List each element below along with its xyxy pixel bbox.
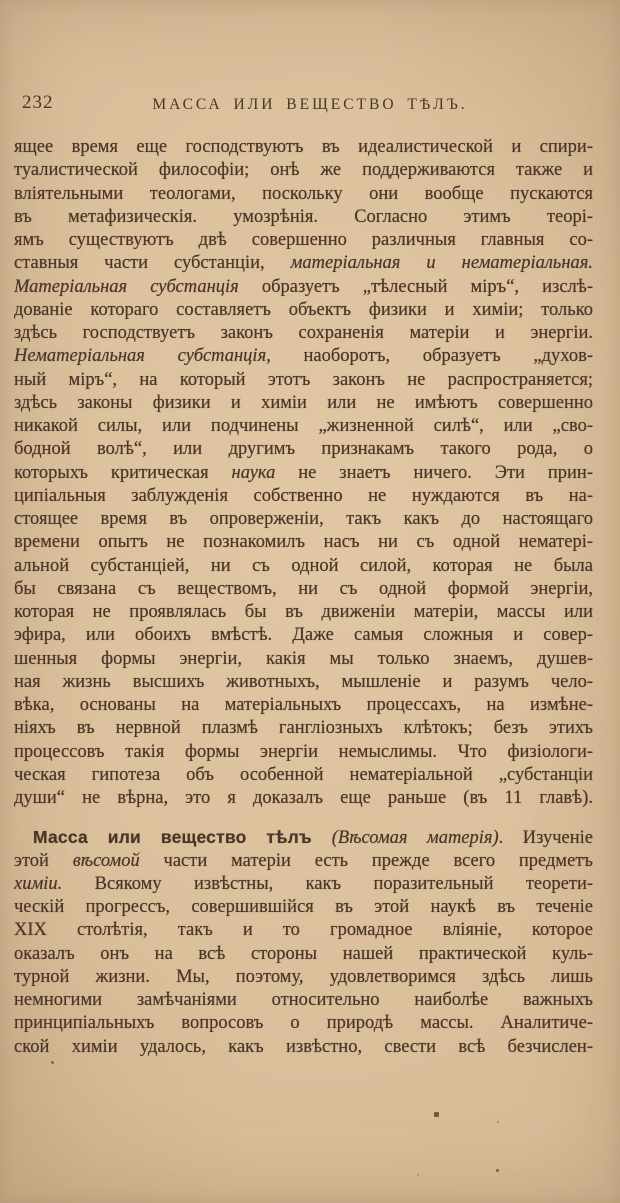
text-line: оказалъ онъ на всѣ стороны нашей практической куль- xyxy=(14,943,593,964)
text-line: ставныя части субстанціи, матеріальная и нематеріальная. xyxy=(14,253,593,274)
text-line: ямъ существуютъ двѣ совершенно различныя главныя со- xyxy=(14,230,593,250)
paper-speck xyxy=(417,1174,419,1176)
text-line: немногими замѣчаніями относительно наиболѣе важныхъ xyxy=(14,990,593,1010)
text-line: ящее время еще господствуютъ въ идеалистической и спири- xyxy=(14,137,593,157)
text-line: вѣка, основаны на матеріальныхъ процессахъ, на измѣне- xyxy=(14,695,593,715)
text-line: дованіе котораго составляетъ объектъ физики и химіи; только xyxy=(14,299,593,320)
text-line: бы связана съ веществомъ, ни съ одной формой энергіи, xyxy=(14,578,593,599)
text-line: Матеріальная субстанція образуетъ „тѣлесный міръ“, изслѣ- xyxy=(14,276,593,297)
text-line: здѣсь законы физики и химіи или не имѣютъ совершенно xyxy=(14,392,593,413)
page-number: 232 xyxy=(22,92,54,113)
text-line: времени опытъ не познакомилъ насъ ни съ одной нематері- xyxy=(14,532,593,553)
running-header: МАССА ИЛИ ВЕЩЕСТВО ТѢЛЪ. xyxy=(152,96,468,113)
text-line: химіи. Всякому извѣстны, какъ поразительный теорети- xyxy=(14,873,593,894)
text-line: принципіальныхъ вопросовъ о природѣ массы. Аналитиче- xyxy=(14,1013,593,1034)
paper-speck xyxy=(51,1061,54,1064)
text-line: ческій прогрессъ, совершившійся въ этой наукѣ въ теченіе xyxy=(14,897,593,917)
text-line: ской химіи удалось, какъ извѣстно, свести всѣ безчислен- xyxy=(14,1036,593,1057)
text-line: альной субстанціей, ни съ одной силой, которая не была xyxy=(14,555,593,576)
text-line: которыхъ критическая наука не знаетъ ничего. Эти прин- xyxy=(14,462,593,483)
text-line: шенныя формы энергіи, какія мы только знаемъ, душев- xyxy=(14,648,593,669)
text-line: ный міръ“, на который этотъ законъ не распространяется; xyxy=(14,369,593,390)
paper-speck xyxy=(434,1112,439,1117)
text-line: ческая гипотеза объ особенной нематеріальной „субстанціи xyxy=(14,764,593,785)
text-line: души“ не вѣрна, это я доказалъ еще раньше (въ 11 главѣ). xyxy=(14,788,593,808)
text-line: которая не проявлялась бы въ движеніи матеріи, массы или xyxy=(14,602,593,622)
text-line: вліятельными теологами, поскольку они вообще пускаются xyxy=(14,183,593,204)
paragraph xyxy=(14,826,593,1059)
text-line: Масса или вещество тѣлъ (Вѣсомая матерія). Изученіе xyxy=(33,827,593,849)
text-line: ная жизнь высшихъ животныхъ, мышленіе и разумъ чело- xyxy=(14,671,593,692)
text-line: турной жизни. Мы, поэтому, удовлетворимся здѣсь лишь xyxy=(14,966,593,987)
text-line: стоящее время въ опроверженіи, такъ какъ до настоящаго xyxy=(14,509,593,529)
page-body xyxy=(14,136,593,1059)
text-line: процессовъ такія формы энергіи немыслимы. Что физіологи- xyxy=(14,741,593,762)
paragraph xyxy=(14,136,593,810)
text-line: въ метафизическія. умозрѣнія. Согласно этимъ теорі- xyxy=(14,206,593,227)
paper-speck xyxy=(496,1169,499,1172)
text-line: эфира, или обоихъ вмѣстѣ. Даже самыя сложныя и совер- xyxy=(14,625,593,646)
text-line: туалистической философіи; онѣ же поддерживаются также и xyxy=(14,160,593,181)
text-line: этой вѣсомой части матеріи есть прежде всего предметъ xyxy=(14,850,593,871)
text-line: ніяхъ въ нервной плазмѣ гангліозныхъ клѣтокъ; безъ этихъ xyxy=(14,718,593,739)
text-line: Нематеріальная субстанція, наоборотъ, образуетъ „духов- xyxy=(14,346,593,367)
paper-speck xyxy=(497,1121,499,1123)
text-line: никакой силы, или подчинены „жизненной силѣ“, или „сво- xyxy=(14,416,593,436)
text-line: здѣсь господствуетъ законъ сохраненія матеріи и энергіи. xyxy=(14,323,593,343)
text-line: XIX столѣтія, такъ и то громадное вліяніе, которое xyxy=(14,920,593,941)
text-line: бодной волѣ“, или другимъ признакамъ такого рода, о xyxy=(14,439,593,460)
text-line: ципіальныя заблужденія собственно не нуждаются въ на- xyxy=(14,485,593,506)
